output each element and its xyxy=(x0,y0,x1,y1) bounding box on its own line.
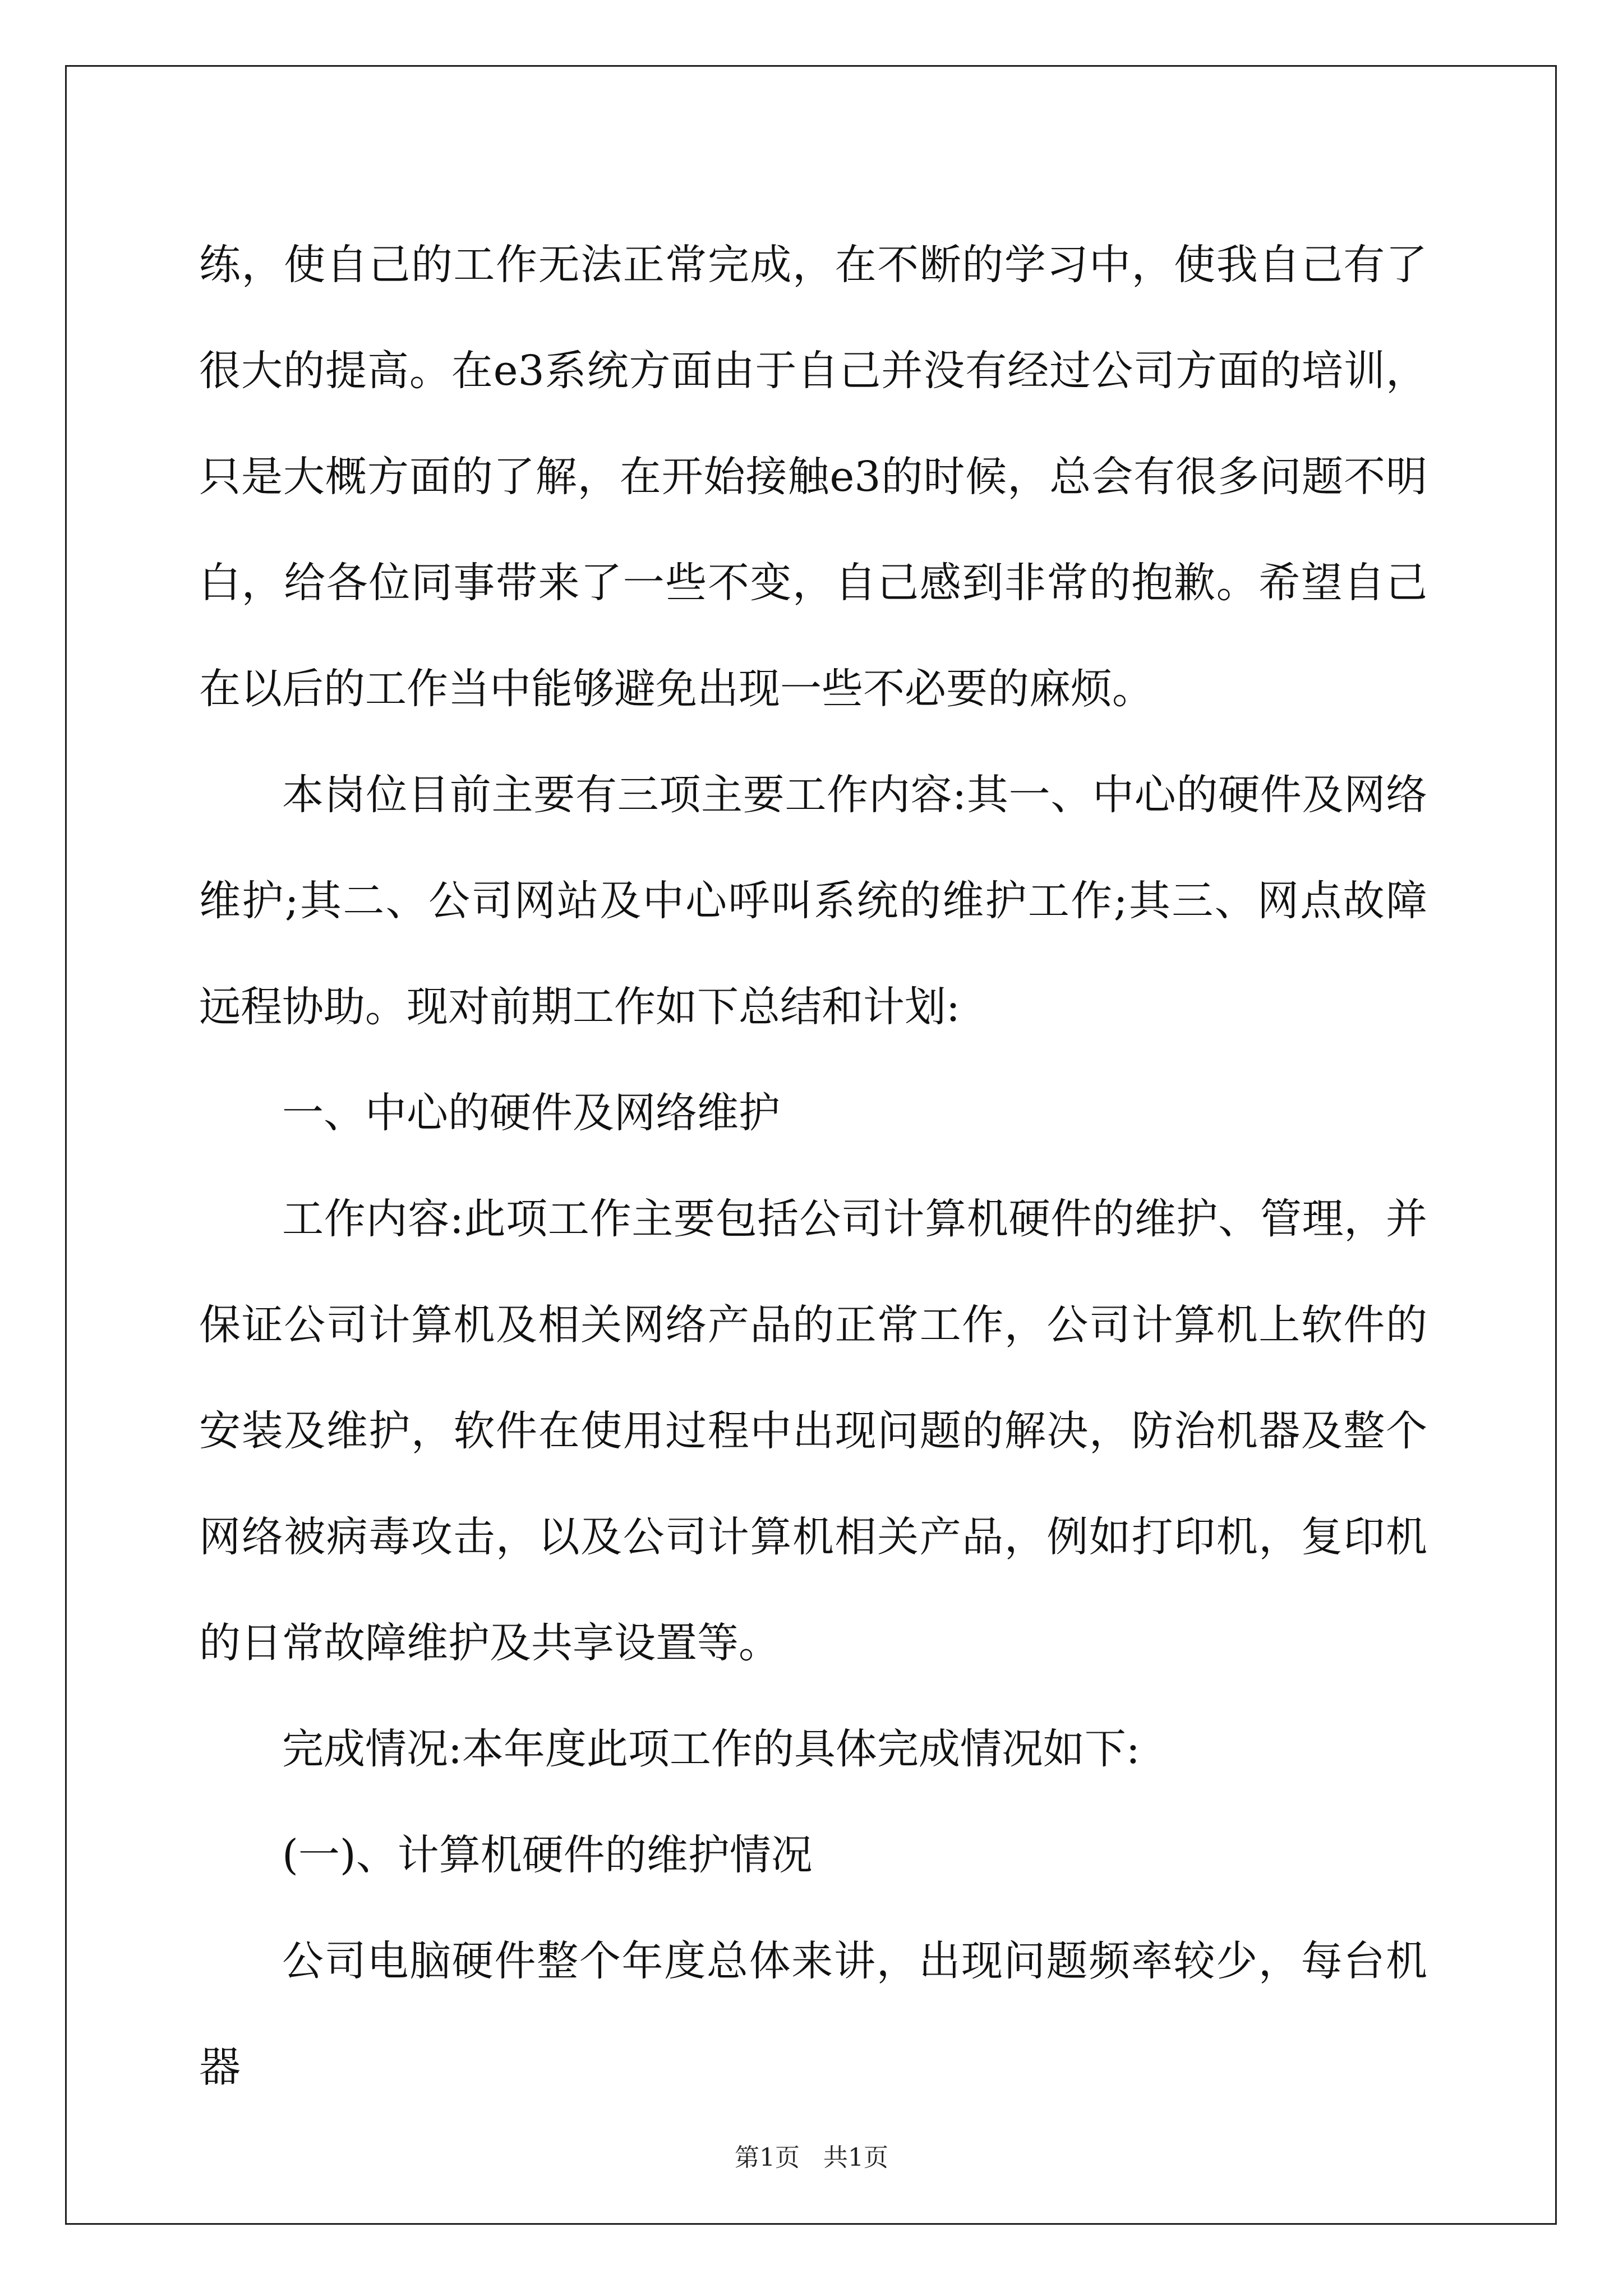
page-total: 共1页 xyxy=(823,2143,888,2172)
paragraph-completion-status: 完成情况:本年度此项工作的具体完成情况如下: xyxy=(282,1725,1140,1773)
section-heading-hardware-network: 一、中心的硬件及网络维护 xyxy=(282,1089,780,1137)
paragraph-work-content: 工作内容:此项工作主要包括公司计算机硬件的维护、管理，并保证公司计算机及相关网络产品的正常工作，公司计算机上软件的安装及维护，软件在使用过程中出现问题的解决，防治机器及整个网络被病毒攻击，以及公司计算机相关产品，例如打印机，复印机的日常故障维护及共享设置等。 xyxy=(199,1195,1427,1667)
document-body xyxy=(199,212,1427,2120)
page-number: 第1页 xyxy=(735,2143,800,2172)
paragraph-hardware-summary: 公司电脑硬件整个年度总体来讲，出现问题频率较少，每台机器 xyxy=(199,1937,1427,2091)
paragraph-job-content: 本岗位目前主要有三项主要工作内容:其一、中心的硬件及网络维护;其二、公司网站及中心呼叫系统的维护工作;其三、网点故障远程协助。现对前期工作如下总结和计划: xyxy=(199,771,1427,1031)
page-footer xyxy=(0,2137,1623,2173)
paragraph-continuation: 练，使自己的工作无法正常完成，在不断的学习中，使我自己有了很大的提高。在e3系统方面由于自己并没有经过公司方面的培训，只是大概方面的了解，在开始接触e3的时候，总会有很多问题不明白，给各位同事带来了一些不变，自己感到非常的抱歉。希望自己在以后的工作当中能够避免出现一些不必要的麻烦。 xyxy=(199,241,1427,713)
subsection-heading-hardware-maintenance: (一)、计算机硬件的维护情况 xyxy=(282,1831,813,1879)
